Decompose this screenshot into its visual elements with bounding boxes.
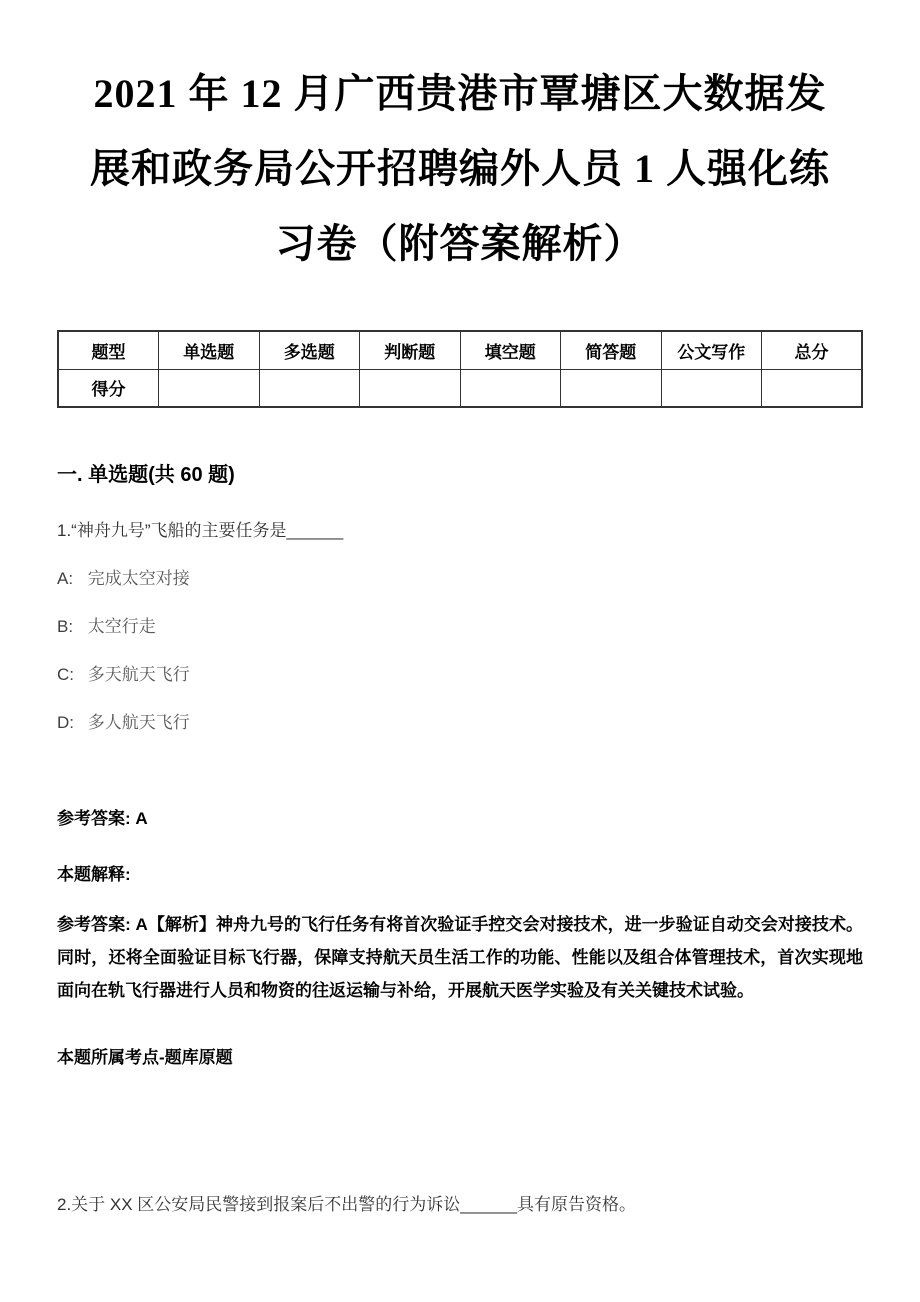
score-table-header-cell: 公文写作 xyxy=(661,331,762,369)
document-title xyxy=(57,56,863,281)
option-d-label: D: xyxy=(57,713,74,732)
document-title-line3: 习卷（附答案解析） xyxy=(275,221,645,266)
score-table-header-cell: 总分 xyxy=(762,331,863,369)
document-title-line2: 展和政务局公开招聘编外人员 1 人强化练 xyxy=(90,146,830,191)
score-cell-empty xyxy=(259,369,360,407)
option-c xyxy=(57,663,863,686)
exam-point-note: 本题所属考点-题库原题 xyxy=(57,1048,233,1067)
score-table-score-row xyxy=(58,369,862,407)
section-heading: 一. 单选题(共 60 题) xyxy=(57,464,235,486)
option-a-text: 完成太空对接 xyxy=(87,569,190,588)
score-cell-empty xyxy=(460,369,561,407)
question-1-text: 1.“神舟九号”飞船的主要任务是______ xyxy=(57,521,344,540)
score-row-label: 得分 xyxy=(58,369,159,407)
question-1-options xyxy=(57,567,863,734)
score-table-header-cell: 填空题 xyxy=(460,331,561,369)
option-a-label: A: xyxy=(57,569,74,588)
score-cell-empty xyxy=(661,369,762,407)
score-cell-empty xyxy=(360,369,461,407)
option-c-text: 多天航天飞行 xyxy=(87,665,190,684)
reference-answer: 参考答案: A xyxy=(57,809,148,828)
score-table xyxy=(57,330,863,408)
option-d xyxy=(57,711,863,734)
score-table-header-cell: 简答题 xyxy=(561,331,662,369)
option-b xyxy=(57,615,863,638)
document-content xyxy=(0,56,920,1216)
document-title-line1: 2021 年 12 月广西贵港市覃塘区大数据发 xyxy=(93,71,827,116)
score-cell-empty xyxy=(762,369,863,407)
score-table-header-cell: 题型 xyxy=(58,331,159,369)
score-table-header-cell: 判断题 xyxy=(360,331,461,369)
option-b-text: 太空行走 xyxy=(87,617,156,636)
option-b-label: B: xyxy=(57,617,74,636)
explanation-text: 参考答案: A【解析】神舟九号的飞行任务有将首次验证手控交会对接技术，进一步验证自动交会对接技术。同时，还将全面验证目标飞行器，保障支持航天员生活工作的功能、性能以及组合体管理技术，首次实现地面向在轨飞行器进行人员和物资的往返运输与补给，开展航天医学实验及有关关键技术试验。 xyxy=(57,915,863,1000)
option-d-text: 多人航天飞行 xyxy=(87,713,190,732)
score-table-header-cell: 单选题 xyxy=(159,331,260,369)
option-a xyxy=(57,567,863,590)
score-table-header-row xyxy=(58,331,862,369)
score-cell-empty xyxy=(561,369,662,407)
score-cell-empty xyxy=(159,369,260,407)
score-table-header-cell: 多选题 xyxy=(259,331,360,369)
option-c-label: C: xyxy=(57,665,74,684)
explanation-label: 本题解释: xyxy=(57,865,131,884)
question-2-text: 2.关于 XX 区公安局民警接到报案后不出警的行为诉讼______具有原告资格。 xyxy=(57,1195,637,1214)
